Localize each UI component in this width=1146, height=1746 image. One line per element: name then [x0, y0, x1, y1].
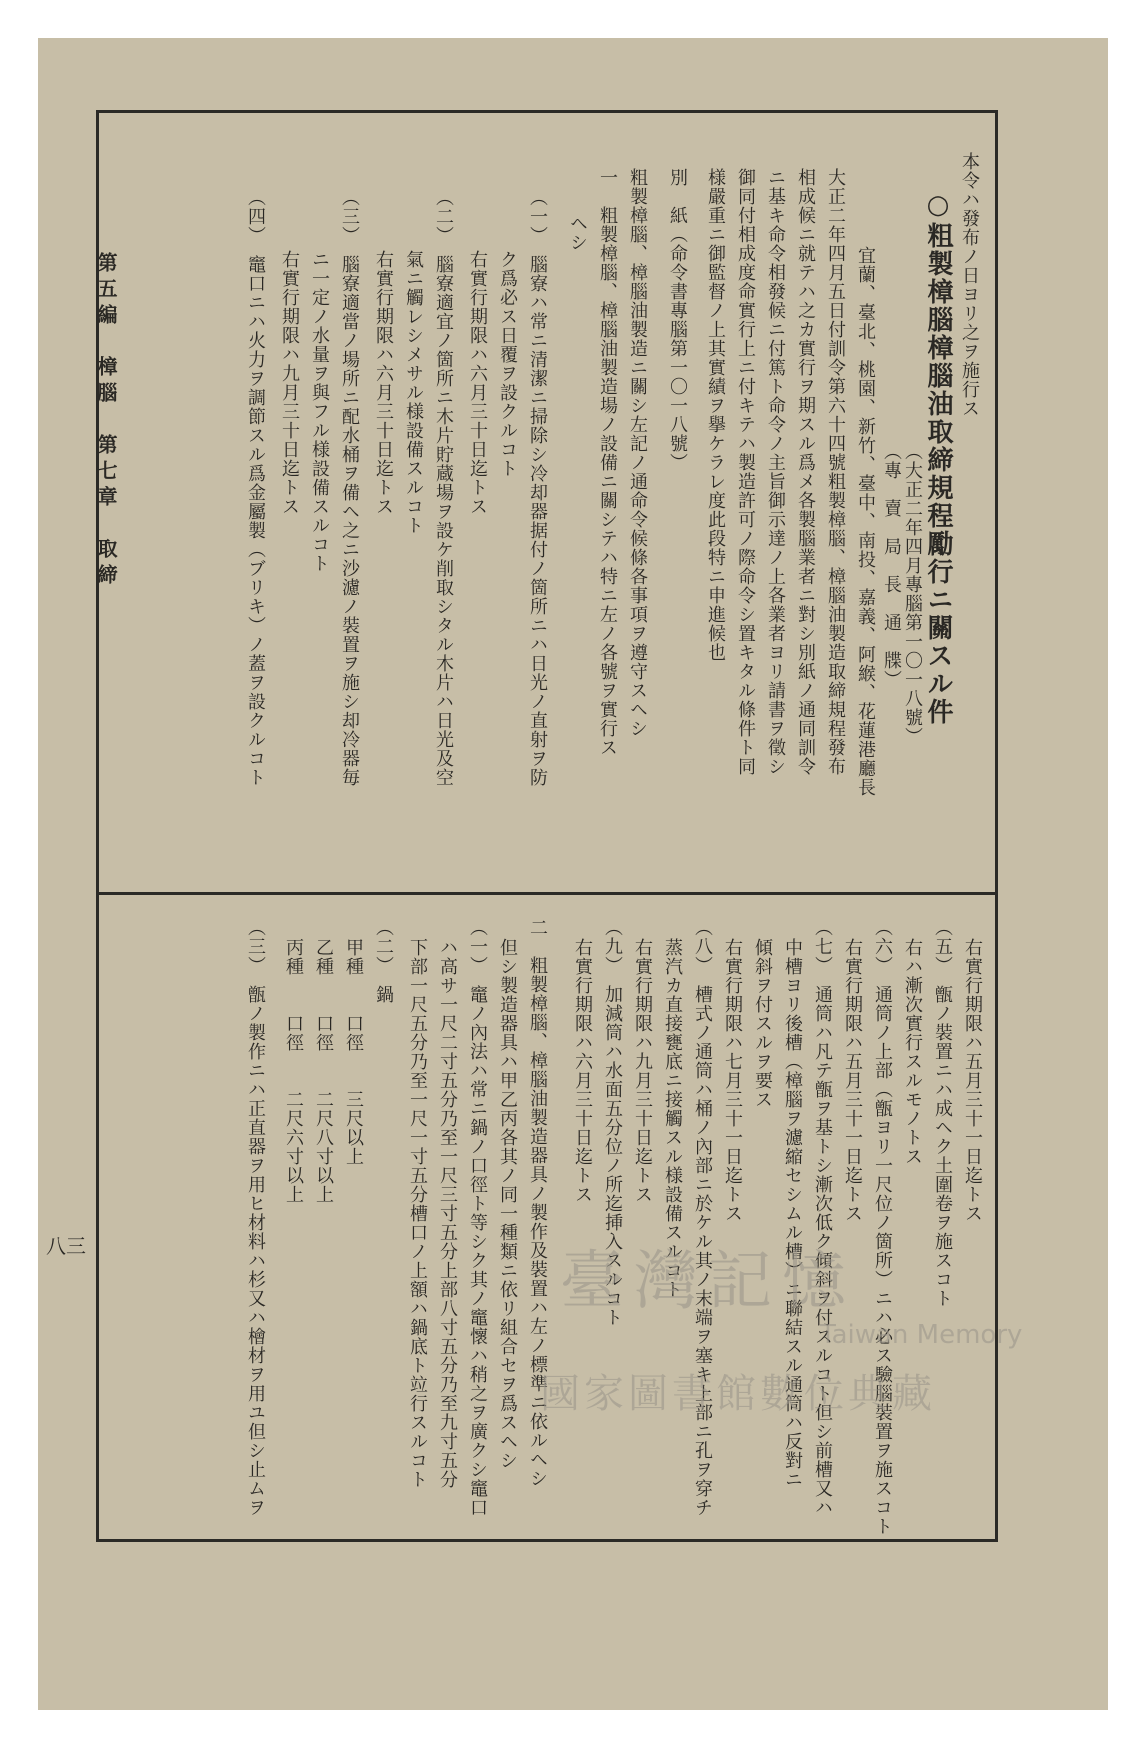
- text-column: 一 粗製樟腦、樟腦油製造場ノ設備ニ關シテハ特ニ左ノ各號ヲ實行ス: [597, 168, 618, 757]
- running-header: 第五編 樟腦 第七章 取締: [94, 252, 118, 590]
- text-column: 右實行期限ハ九月三十日迄トス: [279, 250, 300, 516]
- text-column: 宜蘭、臺北、桃園、新竹、臺中、南投、嘉義、阿緱、花蓮港廳長: [855, 246, 876, 797]
- text-column: ク爲必ス日覆ヲ設クルコト: [497, 250, 518, 478]
- text-column: 本令ハ發布ノ日ヨリ之ヲ施行ス: [959, 152, 980, 418]
- text-column: 右實行期限ハ六月三十日迄トス: [572, 938, 593, 1204]
- page-number: 八三: [46, 1234, 86, 1258]
- text-column: 傾斜ヲ付スルヲ要ス: [752, 938, 773, 1109]
- text-column: 右實行期限ハ九月三十日迄トス: [632, 938, 653, 1204]
- text-column: 右實行期限ハ七月三十一日迄トス: [722, 938, 743, 1223]
- text-column: （大正二年四月專腦第一〇一八號）: [902, 442, 923, 746]
- text-column: （二） 腦寮適宜ノ箇所ニ木片貯蔵場ヲ設ケ削取シタル木片ハ日光及空: [433, 188, 454, 787]
- text-column: （四） 竈口ニハ火力ヲ調節スル爲金屬製（ブリキ）ノ蓋ヲ設クルコト: [245, 188, 266, 787]
- text-column: 相成候ニ就テハ之カ實行ヲ期スル爲メ各製腦業者ニ對シ別紙ノ通同訓令: [795, 168, 816, 776]
- text-column: （七） 通筒ハ凡テ甑ヲ基トシ漸次低ク傾斜ヲ付スルコト但シ前槽又ハ: [812, 918, 833, 1517]
- text-column: 御同付相成度命實行上ニ付キテハ製造許可ノ際命令シ置キタル條件ト同: [735, 168, 756, 776]
- text-column: ニ基キ命令相發候ニ付篤ト命令ノ主旨御示達ノ上各業者ヨリ請書ヲ徵シ: [765, 168, 786, 776]
- text-column: （一） 腦寮ハ常ニ清潔ニ掃除シ冷却器据付ノ箇所ニハ日光ノ直射ヲ防: [527, 188, 548, 787]
- text-column: 丙種 口徑 二尺六寸以上: [283, 938, 304, 1204]
- text-column: 中槽ヨリ後槽（樟腦ヲ濾縮セシムル槽）ニ聯結スル通筒ハ反對ニ: [782, 938, 803, 1489]
- article-title: ○粗製樟腦樟腦油取締規程勵行ニ關スル件: [923, 190, 953, 726]
- text-column: （一） 竈ノ內法ハ常ニ鍋ノ口徑ト等シク其ノ竈懷ハ稍之ヲ廣クシ竈口: [467, 918, 488, 1517]
- text-column: （五） 甑ノ裝置ニハ成ヘク土圍卷ヲ施スコト: [932, 918, 953, 1308]
- watermark-text: 國家圖書館數位典藏: [540, 1371, 936, 1417]
- text-column: （六） 通筒ノ上部（甑ヨリ一尺位ノ箇所）ニハ必ス驗腦裝置ヲ施スコト: [872, 918, 893, 1536]
- text-column: 様嚴重ニ御監督ノ上其實績ヲ擧ケラレ度此段特ニ申進候也: [705, 168, 726, 662]
- text-column: （三） 腦寮適當ノ場所ニ配水桶ヲ備ヘ之ニ沙濾ノ裝置ヲ施シ却冷器毎: [339, 188, 360, 787]
- text-column: （三） 甑ノ製作ニハ正直器ヲ用ヒ材料ハ杉又ハ檜材ヲ用ユ但シ止ムヲ: [245, 918, 266, 1517]
- text-column: ヘシ: [567, 214, 588, 252]
- text-column: 右ハ漸次實行スルモノトス: [902, 938, 923, 1166]
- text-column: 右實行期限ハ六月三十日迄トス: [467, 250, 488, 516]
- text-column: 右實行期限ハ五月三十一日迄トス: [842, 938, 863, 1223]
- text-column: 甲種 口徑 三尺以上: [343, 938, 364, 1166]
- text-column: 乙種 口徑 二尺八寸以上: [313, 938, 334, 1204]
- text-column: 但シ製造器具ハ甲乙丙各其ノ同一種類ニ依リ組合セヲ爲スヘシ: [497, 938, 518, 1470]
- text-column: ニ一定ノ水量ヲ與フル様設備スルコト: [309, 250, 330, 573]
- text-column: 右實行期限ハ六月三十日迄トス: [373, 250, 394, 516]
- text-column: ハ高サ一尺二寸五分乃至一尺三寸五分上部八寸五分乃至九寸五分: [437, 938, 458, 1489]
- watermark-latin: Taiwan Memory: [820, 1320, 1023, 1350]
- text-column: 氣ニ觸レシメサル様設備スルコト: [403, 250, 424, 535]
- text-column: （九） 加減筒ハ水面五分位ノ所迄挿入スルコト: [602, 918, 623, 1327]
- text-column: 粗製樟腦、樟腦油製造ニ關シ左記ノ通命令候條各事項ヲ遵守スヘシ: [627, 168, 648, 738]
- text-column: 蒸汽カ直接甕底ニ接觸スル様設備スルコト: [662, 938, 683, 1299]
- watermark-script: 臺灣記憶: [560, 1245, 856, 1319]
- text-column: 大正二年四月五日付訓令第六十四號粗製樟腦、樟腦油製造取締規程發布: [825, 168, 846, 776]
- text-column: 別 紙（命令書專腦第一〇一八號）: [667, 168, 688, 472]
- text-column: 下部一尺五分乃至一尺一寸五分槽口ノ上額ハ鍋底ト竝行スルコト: [407, 938, 428, 1489]
- text-column: 右實行期限ハ五月三十一日迄トス: [962, 938, 983, 1223]
- section-divider: [96, 892, 998, 895]
- text-column: （二） 鍋: [373, 918, 394, 1004]
- text-column: （專 賣 局 長 通 牒）: [881, 442, 902, 689]
- text-column: 二 粗製樟腦、樟腦油製造器具ノ製作及裝置ハ左ノ標準ニ依ルヘシ: [527, 918, 548, 1488]
- text-column: （八） 槽式ノ通筒ハ桶ノ內部ニ於ケル其ノ末端ヲ塞キ上部ニ孔ヲ穿チ: [692, 918, 713, 1517]
